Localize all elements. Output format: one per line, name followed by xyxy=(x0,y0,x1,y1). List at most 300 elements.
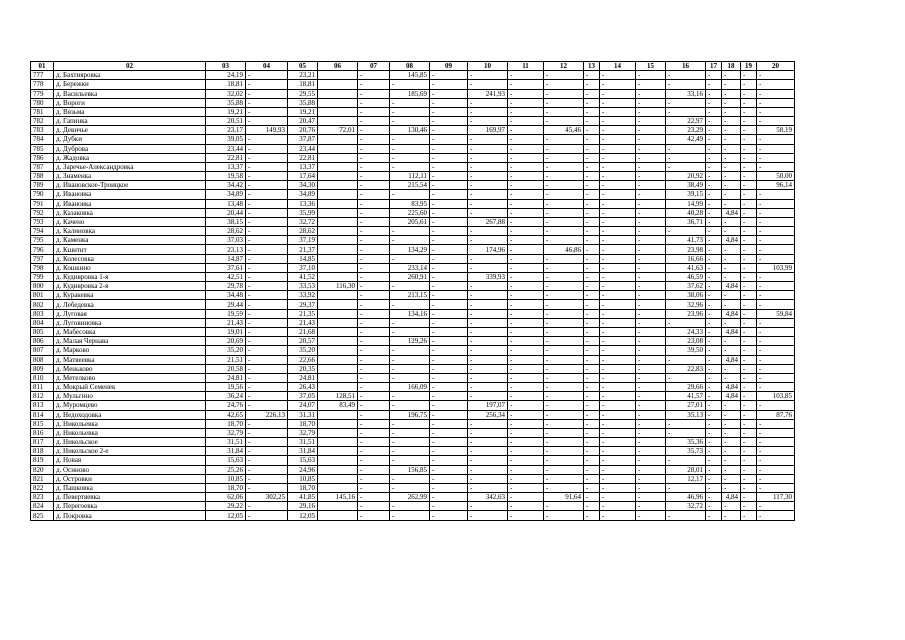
value-cell: - xyxy=(706,355,722,364)
value-cell: - xyxy=(706,236,722,245)
value-cell: 41,85 xyxy=(288,493,318,502)
place-name-cell: д. Никольское xyxy=(54,438,206,447)
value-cell: - xyxy=(508,355,544,364)
value-cell: - xyxy=(666,456,706,465)
value-cell: - xyxy=(430,272,468,281)
value-cell: - xyxy=(246,474,288,483)
value-cell: - xyxy=(246,447,288,456)
value-cell: 32,72 xyxy=(288,217,318,226)
value-cell: - xyxy=(584,355,600,364)
value-cell: - xyxy=(584,300,600,309)
value-cell: - xyxy=(358,199,390,208)
place-name-cell: д. Кошкино xyxy=(54,263,206,272)
value-cell: - xyxy=(468,300,508,309)
value-cell: - xyxy=(584,428,600,437)
row-number-cell: 781 xyxy=(31,107,54,116)
value-cell: 50,00 xyxy=(757,172,795,181)
value-cell: - xyxy=(722,126,741,135)
value-cell: - xyxy=(430,162,468,171)
value-cell: - xyxy=(358,80,390,89)
value-cell: - xyxy=(706,483,722,492)
column-header: 15 xyxy=(636,62,666,71)
value-cell: - xyxy=(544,327,584,336)
value-cell: - xyxy=(246,199,288,208)
value-cell: - xyxy=(706,300,722,309)
value-cell: - xyxy=(508,245,544,254)
place-name-cell: д. Лебедевка xyxy=(54,300,206,309)
value-cell: - xyxy=(508,254,544,263)
value-cell: - xyxy=(508,199,544,208)
value-cell: - xyxy=(508,71,544,80)
value-cell xyxy=(318,107,358,116)
value-cell: - xyxy=(358,71,390,80)
value-cell: - xyxy=(430,502,468,511)
value-cell: 18,70 xyxy=(288,419,318,428)
value-cell: - xyxy=(468,291,508,300)
value-cell xyxy=(318,263,358,272)
value-cell: 21,43 xyxy=(206,318,246,327)
value-cell: - xyxy=(430,282,468,291)
value-cell: 24,96 xyxy=(288,465,318,474)
value-cell: - xyxy=(246,355,288,364)
value-cell: - xyxy=(706,272,722,281)
place-name-cell: д. Гапинка xyxy=(54,117,206,126)
value-cell: 21,68 xyxy=(288,327,318,336)
value-cell: - xyxy=(246,502,288,511)
value-cell: 32,79 xyxy=(288,428,318,437)
value-cell: - xyxy=(636,282,666,291)
value-cell: - xyxy=(706,291,722,300)
value-cell: - xyxy=(757,80,795,89)
value-cell: - xyxy=(706,199,722,208)
value-cell: - xyxy=(544,373,584,382)
value-cell: 31,84 xyxy=(206,447,246,456)
value-cell: - xyxy=(358,346,390,355)
value-cell: - xyxy=(722,419,741,428)
value-cell: 31,84 xyxy=(288,447,318,456)
value-cell: - xyxy=(741,153,757,162)
value-cell: - xyxy=(358,291,390,300)
value-cell: - xyxy=(757,346,795,355)
value-cell: - xyxy=(544,217,584,226)
value-cell: - xyxy=(358,107,390,116)
value-cell: - xyxy=(390,318,430,327)
value-cell: 28,62 xyxy=(288,227,318,236)
value-cell: - xyxy=(508,419,544,428)
value-cell: - xyxy=(706,117,722,126)
value-cell: - xyxy=(430,71,468,80)
table-row xyxy=(31,502,795,511)
value-cell: 225,60 xyxy=(390,208,430,217)
value-cell: - xyxy=(757,217,795,226)
value-cell: - xyxy=(358,428,390,437)
row-number-cell: 799 xyxy=(31,272,54,281)
value-cell: 29,22 xyxy=(206,502,246,511)
value-cell: - xyxy=(390,135,430,144)
value-cell: - xyxy=(468,282,508,291)
value-cell: - xyxy=(636,80,666,89)
value-cell: - xyxy=(358,135,390,144)
value-cell: - xyxy=(358,282,390,291)
value-cell: - xyxy=(600,511,636,520)
value-cell: - xyxy=(508,291,544,300)
column-header: 09 xyxy=(430,62,468,71)
value-cell: - xyxy=(584,172,600,181)
value-cell: 34,30 xyxy=(288,181,318,190)
value-cell: 149,93 xyxy=(246,126,288,135)
value-cell: - xyxy=(544,98,584,107)
value-cell: 34,89 xyxy=(288,190,318,199)
value-cell: - xyxy=(508,428,544,437)
table-row xyxy=(31,162,795,171)
value-cell: - xyxy=(741,346,757,355)
value-cell: - xyxy=(741,144,757,153)
value-cell: - xyxy=(706,71,722,80)
value-cell: - xyxy=(722,456,741,465)
value-cell: - xyxy=(600,410,636,419)
value-cell xyxy=(318,245,358,254)
value-cell: - xyxy=(666,162,706,171)
value-cell: - xyxy=(706,438,722,447)
value-cell: - xyxy=(741,217,757,226)
value-cell: - xyxy=(636,493,666,502)
row-number-cell: 809 xyxy=(31,364,54,373)
value-cell: - xyxy=(757,337,795,346)
value-cell: - xyxy=(757,355,795,364)
value-cell: - xyxy=(584,89,600,98)
value-cell: - xyxy=(468,263,508,272)
value-cell: - xyxy=(358,465,390,474)
value-cell: - xyxy=(706,327,722,336)
table-row xyxy=(31,272,795,281)
value-cell: 169,97 xyxy=(468,126,508,135)
value-cell: 145,16 xyxy=(318,493,358,502)
value-cell: - xyxy=(600,135,636,144)
row-number-cell: 796 xyxy=(31,245,54,254)
table-row xyxy=(31,227,795,236)
value-cell: - xyxy=(358,272,390,281)
value-cell: 91,64 xyxy=(544,493,584,502)
value-cell: - xyxy=(508,190,544,199)
column-header: 18 xyxy=(722,62,741,71)
row-number-cell: 782 xyxy=(31,117,54,126)
value-cell: - xyxy=(666,71,706,80)
value-cell: - xyxy=(246,98,288,107)
value-cell xyxy=(318,162,358,171)
value-cell: - xyxy=(468,162,508,171)
value-cell: - xyxy=(246,272,288,281)
value-cell: 27,01 xyxy=(666,401,706,410)
value-cell: - xyxy=(636,456,666,465)
value-cell: - xyxy=(544,511,584,520)
value-cell: - xyxy=(390,456,430,465)
value-cell: - xyxy=(358,438,390,447)
value-cell: - xyxy=(636,272,666,281)
table-row xyxy=(31,438,795,447)
value-cell: - xyxy=(722,181,741,190)
value-cell: 34,89 xyxy=(206,190,246,199)
value-cell: - xyxy=(246,236,288,245)
value-cell: - xyxy=(636,447,666,456)
value-cell: - xyxy=(757,447,795,456)
value-cell: - xyxy=(358,383,390,392)
value-cell: - xyxy=(358,300,390,309)
value-cell: - xyxy=(544,309,584,318)
value-cell: - xyxy=(722,117,741,126)
value-cell: 37,19 xyxy=(288,236,318,245)
value-cell: - xyxy=(246,117,288,126)
value-cell: - xyxy=(757,291,795,300)
value-cell: - xyxy=(722,428,741,437)
table-row xyxy=(31,153,795,162)
value-cell: - xyxy=(246,89,288,98)
place-name-cell: д. Марково xyxy=(54,346,206,355)
value-cell: - xyxy=(390,144,430,153)
column-header: 17 xyxy=(706,62,722,71)
table-row xyxy=(31,373,795,382)
value-cell: - xyxy=(584,272,600,281)
table-row xyxy=(31,71,795,80)
value-cell xyxy=(318,300,358,309)
value-cell xyxy=(318,172,358,181)
column-header: 12 xyxy=(544,62,584,71)
value-cell: - xyxy=(722,447,741,456)
value-cell: - xyxy=(544,135,584,144)
value-cell: 29,66 xyxy=(666,383,706,392)
value-cell: - xyxy=(544,337,584,346)
value-cell: - xyxy=(706,190,722,199)
value-cell: 25,26 xyxy=(206,465,246,474)
value-cell: - xyxy=(430,245,468,254)
value-cell: 19,01 xyxy=(206,327,246,336)
table-row xyxy=(31,291,795,300)
value-cell: - xyxy=(508,126,544,135)
value-cell: - xyxy=(508,337,544,346)
value-cell: 4,84 xyxy=(722,282,741,291)
value-cell: - xyxy=(430,254,468,263)
value-cell: - xyxy=(544,355,584,364)
value-cell: - xyxy=(246,107,288,116)
value-cell: 145,85 xyxy=(390,71,430,80)
value-cell: 46,86 xyxy=(544,245,584,254)
value-cell: 38,49 xyxy=(666,181,706,190)
value-cell: - xyxy=(468,190,508,199)
value-cell: - xyxy=(246,392,288,401)
value-cell xyxy=(318,438,358,447)
value-cell: - xyxy=(430,511,468,520)
value-cell: - xyxy=(584,493,600,502)
value-cell: - xyxy=(358,263,390,272)
value-cell: - xyxy=(246,318,288,327)
place-name-cell: д. Калиновка xyxy=(54,227,206,236)
value-cell: - xyxy=(722,401,741,410)
value-cell xyxy=(318,364,358,373)
value-cell xyxy=(318,144,358,153)
value-cell: - xyxy=(757,401,795,410)
value-cell: - xyxy=(246,346,288,355)
value-cell: - xyxy=(508,263,544,272)
value-cell: - xyxy=(544,483,584,492)
value-cell: 33,92 xyxy=(288,291,318,300)
value-cell: - xyxy=(722,153,741,162)
value-cell: - xyxy=(358,126,390,135)
value-cell: - xyxy=(600,199,636,208)
value-cell: 62,06 xyxy=(206,493,246,502)
value-cell xyxy=(318,181,358,190)
value-cell: 226,13 xyxy=(246,410,288,419)
value-cell: 19,56 xyxy=(206,383,246,392)
value-cell: - xyxy=(636,117,666,126)
value-cell: - xyxy=(600,80,636,89)
value-cell: 174,96 xyxy=(468,245,508,254)
row-number-cell: 814 xyxy=(31,410,54,419)
column-header: 01 xyxy=(31,62,54,71)
value-cell: 72,01 xyxy=(318,126,358,135)
row-number-cell: 789 xyxy=(31,181,54,190)
value-cell: 19,59 xyxy=(206,309,246,318)
row-number-cell: 821 xyxy=(31,474,54,483)
value-cell: - xyxy=(600,126,636,135)
value-cell: 42,49 xyxy=(666,135,706,144)
value-cell: - xyxy=(584,392,600,401)
place-name-cell: д. Метелково xyxy=(54,373,206,382)
place-name-cell: д. Луговая xyxy=(54,309,206,318)
value-cell: - xyxy=(430,80,468,89)
value-cell: - xyxy=(757,71,795,80)
value-cell: - xyxy=(430,300,468,309)
place-name-cell: д. Никольевка xyxy=(54,428,206,437)
value-cell: - xyxy=(741,327,757,336)
value-cell: - xyxy=(666,373,706,382)
value-cell: - xyxy=(584,135,600,144)
value-cell: - xyxy=(358,337,390,346)
value-cell: - xyxy=(430,208,468,217)
value-cell: - xyxy=(430,401,468,410)
place-name-cell: д. Певертяевка xyxy=(54,493,206,502)
value-cell: - xyxy=(757,208,795,217)
value-cell: - xyxy=(741,456,757,465)
value-cell: - xyxy=(358,493,390,502)
place-name-cell: д. Перегоевка xyxy=(54,502,206,511)
value-cell: 21,43 xyxy=(288,318,318,327)
value-cell: - xyxy=(636,126,666,135)
value-cell: - xyxy=(544,502,584,511)
value-cell: - xyxy=(636,383,666,392)
value-cell: 41,63 xyxy=(666,263,706,272)
value-cell: - xyxy=(706,337,722,346)
value-cell: - xyxy=(430,117,468,126)
value-cell: - xyxy=(430,291,468,300)
value-cell: - xyxy=(741,272,757,281)
table-row xyxy=(31,465,795,474)
value-cell: - xyxy=(600,373,636,382)
value-cell: - xyxy=(757,318,795,327)
value-cell: - xyxy=(600,98,636,107)
value-cell: - xyxy=(741,410,757,419)
value-cell: - xyxy=(508,511,544,520)
value-cell: 24,76 xyxy=(206,401,246,410)
value-cell: - xyxy=(468,153,508,162)
value-cell: 29,44 xyxy=(206,300,246,309)
value-cell: - xyxy=(600,318,636,327)
value-cell: 23,96 xyxy=(666,309,706,318)
value-cell: - xyxy=(508,272,544,281)
value-cell: - xyxy=(358,172,390,181)
value-cell: - xyxy=(508,493,544,502)
value-cell: 35,73 xyxy=(666,447,706,456)
table-row xyxy=(31,346,795,355)
table-row xyxy=(31,80,795,89)
value-cell: - xyxy=(390,153,430,162)
value-cell: - xyxy=(544,300,584,309)
value-cell: - xyxy=(358,181,390,190)
value-cell: - xyxy=(584,181,600,190)
row-number-cell: 797 xyxy=(31,254,54,263)
value-cell: - xyxy=(741,493,757,502)
value-cell: - xyxy=(584,337,600,346)
value-cell: 28,62 xyxy=(206,227,246,236)
row-number-cell: 812 xyxy=(31,392,54,401)
value-cell: - xyxy=(246,172,288,181)
value-cell: 12,17 xyxy=(666,474,706,483)
value-cell: - xyxy=(246,291,288,300)
value-cell: - xyxy=(358,401,390,410)
column-header: 19 xyxy=(741,62,757,71)
value-cell: - xyxy=(706,447,722,456)
value-cell: - xyxy=(544,282,584,291)
value-cell: 256,34 xyxy=(468,410,508,419)
value-cell: - xyxy=(246,282,288,291)
value-cell: - xyxy=(390,162,430,171)
value-cell: 38,15 xyxy=(206,217,246,226)
value-cell: - xyxy=(706,474,722,483)
value-cell: 32,79 xyxy=(206,428,246,437)
row-number-cell: 784 xyxy=(31,135,54,144)
row-number-cell: 808 xyxy=(31,355,54,364)
value-cell: - xyxy=(508,172,544,181)
data-table xyxy=(30,61,795,521)
value-cell: - xyxy=(706,89,722,98)
value-cell: - xyxy=(246,300,288,309)
value-cell: - xyxy=(544,208,584,217)
table-row xyxy=(31,254,795,263)
value-cell: - xyxy=(358,327,390,336)
value-cell: 134,29 xyxy=(390,245,430,254)
value-cell: - xyxy=(508,309,544,318)
value-cell: - xyxy=(430,153,468,162)
value-cell: - xyxy=(600,327,636,336)
value-cell: - xyxy=(636,217,666,226)
value-cell: - xyxy=(358,511,390,520)
value-cell: - xyxy=(390,364,430,373)
value-cell: - xyxy=(508,208,544,217)
value-cell: - xyxy=(468,71,508,80)
value-cell: - xyxy=(600,236,636,245)
value-cell: - xyxy=(666,483,706,492)
value-cell: - xyxy=(600,447,636,456)
value-cell: - xyxy=(508,383,544,392)
value-cell: - xyxy=(246,190,288,199)
value-cell: 31,51 xyxy=(206,438,246,447)
value-cell: 116,30 xyxy=(318,282,358,291)
value-cell: 103,85 xyxy=(757,392,795,401)
value-cell: - xyxy=(468,337,508,346)
value-cell: - xyxy=(358,392,390,401)
place-name-cell: д. Бахтияровка xyxy=(54,71,206,80)
value-cell: 31,51 xyxy=(288,438,318,447)
value-cell: - xyxy=(636,502,666,511)
value-cell: 24,07 xyxy=(288,401,318,410)
